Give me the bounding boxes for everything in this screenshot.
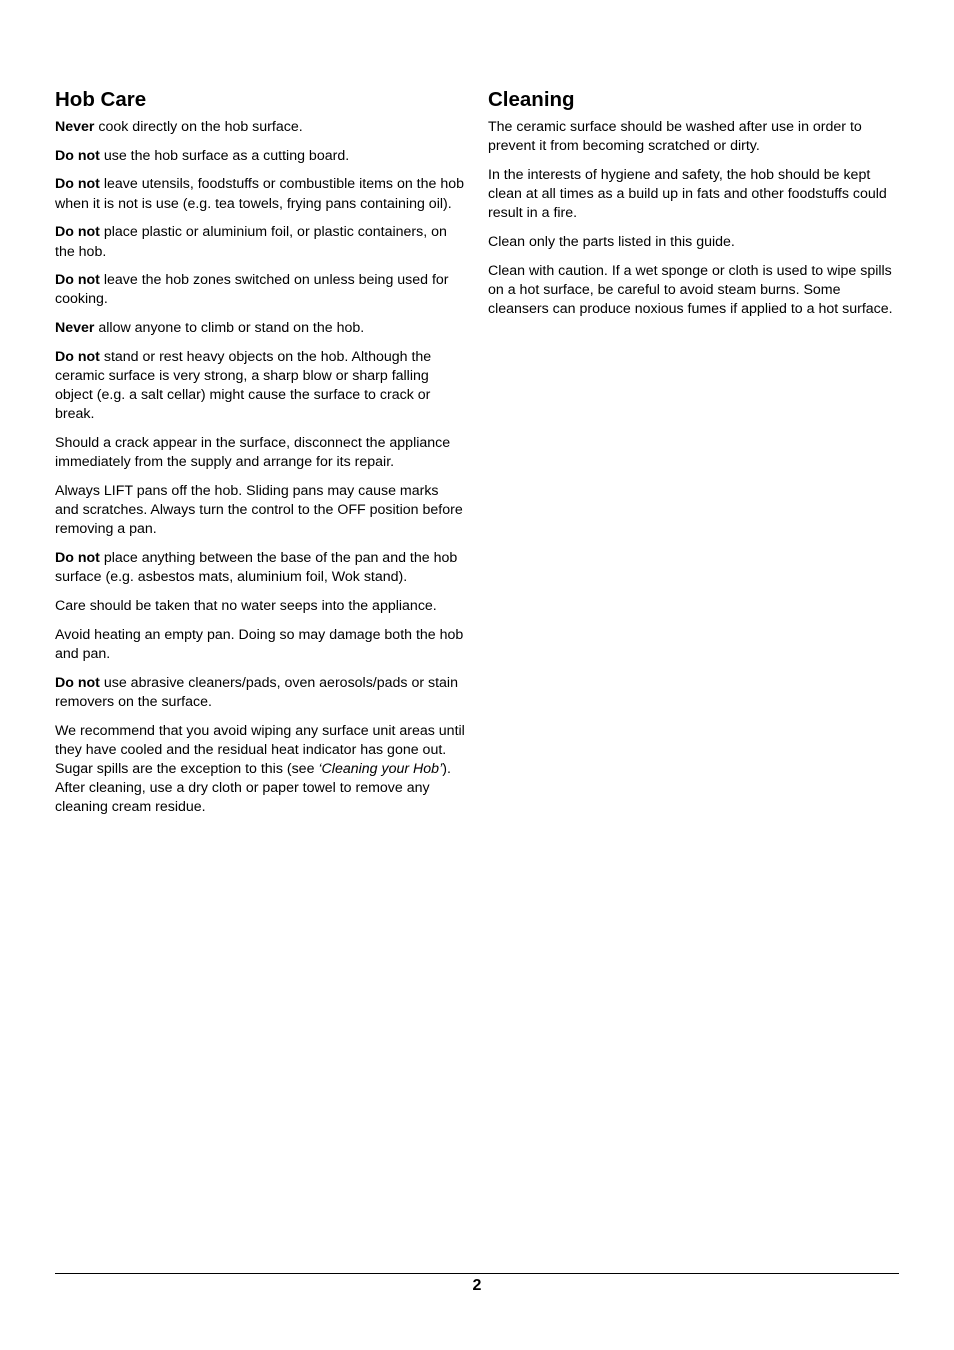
hob-care-item: [55, 175, 465, 213]
item-lead: Do not: [55, 272, 100, 289]
hob-care-item: [55, 348, 465, 425]
item-text: ). After cleaning, use a dry cloth or paper towel to remove any cleaning cream residue.: [55, 760, 451, 816]
hob-care-item: [55, 597, 465, 616]
hob-care-item: [55, 271, 465, 309]
item-lead: Never: [55, 320, 95, 337]
hob-care-section: [55, 86, 465, 827]
hob-care-item: [55, 549, 465, 587]
cleaning-heading: Cleaning: [488, 88, 575, 111]
item-text: place plastic or aluminium foil, or plastic containers, on the hob.: [55, 224, 447, 260]
item-text: use abrasive cleaners/pads, oven aerosols/pads or stain removers on the surface.: [55, 674, 458, 710]
item-text: use the hob surface as a cutting board.: [99, 147, 350, 164]
footer-divider: [55, 1273, 899, 1274]
item-text: stand or rest heavy objects on the hob. Although the ceramic surface is very strong, a sharp blow or sharp falling object (e.g. a salt cellar) might cause the surface to crack or break.: [55, 348, 432, 423]
hob-care-item: [55, 434, 465, 472]
item-lead: Do not: [55, 550, 100, 567]
item-text: place anything between the base of the pan and the hob surface (e.g. asbestos mats, aluminium foil, Wok stand).: [55, 550, 458, 586]
item-lead: Do not: [55, 348, 100, 365]
item-lead: Never: [55, 119, 95, 135]
cleaning-paragraph: The ceramic surface should be washed after use in order to prevent it from becoming scratched or dirty.: [488, 119, 862, 155]
cleaning-section: [488, 86, 898, 329]
item-text: cook directly on the hob surface.: [94, 119, 303, 135]
hob-care-item: [55, 674, 465, 712]
hob-care-item: [55, 147, 465, 166]
item-lead: Do not: [55, 176, 100, 193]
hob-care-item: [55, 482, 465, 540]
item-text: leave utensils, foodstuffs or combustible items on the hob when it is not is use (e.g. tea towels, frying pans containing oil).: [55, 176, 465, 212]
cross-reference: ‘Cleaning your Hob’: [318, 760, 443, 777]
item-text: leave the hob zones switched on unless being used for cooking.: [55, 272, 449, 308]
hob-care-item: [55, 223, 465, 261]
item-text: Should a crack appear in the surface, disconnect the appliance immediately from the supply and arrange for its repair.: [55, 435, 451, 471]
item-lead: Do not: [55, 147, 100, 164]
item-text: Always LIFT pans off the hob. Sliding pans may cause marks and scratches. Always turn the control to the OFF position before removing a pan.: [55, 483, 463, 538]
hob-care-item: [55, 626, 465, 664]
hob-care-item: [55, 118, 465, 137]
hob-care-item-recommendation: [55, 722, 465, 818]
hob-care-heading: Hob Care: [55, 88, 147, 111]
cleaning-paragraph: In the interests of hygiene and safety, the hob should be kept clean at all times as a build up in fats and other foodstuffs could result in a fire.: [488, 166, 887, 222]
item-text: We recommend that you avoid wiping any surface unit areas until they have cooled and the residual heat indicator has gone out. Sugar spills are the exception to this (see: [55, 722, 465, 777]
item-text: Avoid heating an empty pan. Doing so may damage both the hob and pan.: [55, 626, 464, 662]
item-text: Care should be taken that no water seeps into the appliance.: [55, 598, 437, 615]
item-text: allow anyone to climb or stand on the hob.: [94, 320, 365, 337]
cleaning-paragraph: Clean with caution. If a wet sponge or cloth is used to wipe spills on a hot surface, be careful to avoid steam burns. Some cleansers can produce noxious fumes if applied to a hot surface.: [488, 262, 893, 318]
cleaning-paragraph: Clean only the parts listed in this guide.: [488, 234, 735, 251]
page-number: 2: [472, 1277, 482, 1294]
item-lead: Do not: [55, 674, 100, 691]
hob-care-item: [55, 319, 465, 338]
item-lead: Do not: [55, 224, 100, 241]
